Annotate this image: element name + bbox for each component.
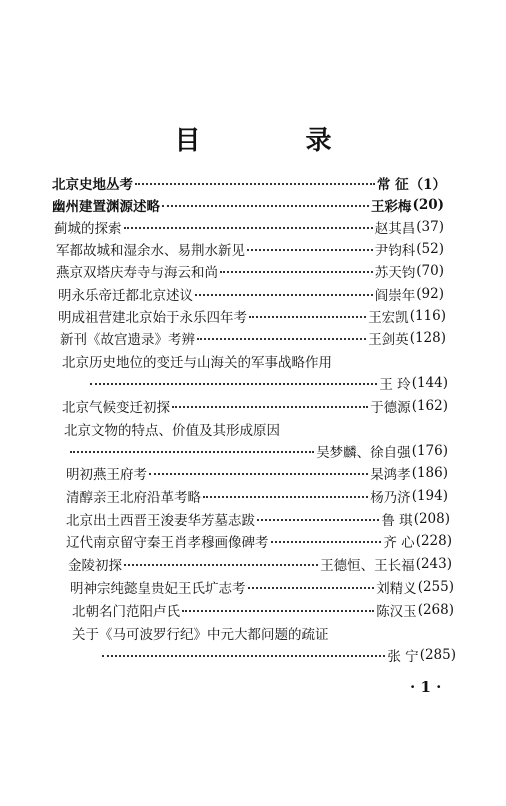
entry-page: （1） (409, 177, 446, 193)
entry-title: 北京出土西晋王浚妻华芳墓志跋 (66, 513, 255, 529)
entry-title: 北京历史地位的变迁与山海关的军事战略作用 (62, 355, 332, 371)
toc-entry[interactable] (66, 462, 448, 484)
leader-dots (197, 338, 366, 340)
entry-title: 明初燕王府考 (66, 467, 147, 483)
leader-dots (220, 271, 373, 273)
entry-author: 张 宁 (387, 649, 419, 665)
entry-author: 王彩梅 (370, 199, 412, 215)
leader-dots (172, 406, 368, 408)
page-title: 目 录 (174, 126, 380, 156)
entry-page: (52) (416, 241, 444, 257)
leader-dots (257, 519, 379, 521)
entry-page: (194) (411, 488, 448, 504)
toc-entry[interactable] (52, 172, 446, 194)
entry-title: 北京文物的特点、价值及其形成原因 (64, 423, 280, 439)
entry-author: 尹钧科 (374, 243, 416, 259)
toc-entry[interactable] (100, 644, 456, 666)
leader-dots (135, 183, 375, 185)
entry-title: 北朝名门范阳卢氏 (72, 604, 180, 620)
entry-page: (144) (411, 375, 448, 391)
toc-entry[interactable] (54, 216, 444, 238)
entry-page: (116) (409, 308, 446, 324)
entry-page: (162) (411, 398, 448, 414)
leader-dots (247, 249, 373, 251)
entry-author: 苏天钧 (374, 265, 416, 281)
entry-page: (268) (417, 602, 454, 618)
toc-entry[interactable] (70, 576, 454, 598)
toc-entry[interactable] (60, 327, 446, 349)
entry-author: 吴梦麟、徐自强 (316, 445, 411, 461)
entry-title: 明成祖营建北京始于永乐四年考 (58, 310, 247, 326)
toc-entry[interactable] (58, 305, 446, 327)
entry-title: 北京气候变迁初探 (62, 400, 170, 416)
entry-title: 军都故城和湿余水、易荆水新见 (56, 243, 245, 259)
toc-entry[interactable] (88, 372, 448, 394)
entry-title: 金陵初探 (68, 558, 122, 574)
entry-author: 于德源 (370, 400, 411, 416)
entry-page: (285) (419, 647, 456, 663)
entry-page: (243) (415, 556, 452, 572)
entry-author: 王宏凯 (368, 310, 409, 326)
page-number: · 1 · (410, 678, 442, 696)
entry-author: 王 玲 (379, 377, 411, 393)
entry-page: (186) (411, 465, 448, 481)
toc-entry[interactable] (72, 599, 454, 621)
entry-author: 陈汉玉 (376, 604, 417, 620)
entry-page: (255) (417, 579, 454, 595)
leader-dots (248, 587, 375, 589)
toc-entry[interactable] (52, 194, 444, 216)
entry-title: 蓟城的探索 (54, 221, 122, 237)
leader-dots (124, 564, 318, 566)
entry-author: 齐 心 (383, 535, 415, 551)
toc-entry[interactable] (66, 485, 448, 507)
entry-page: (228) (415, 533, 452, 549)
entry-page: (128) (409, 330, 446, 346)
entry-author: 阎崇年 (374, 288, 416, 304)
leader-dots (70, 451, 314, 453)
entry-page: (37) (416, 219, 444, 235)
toc-entry-title-line[interactable] (62, 350, 442, 372)
entry-title: 新刊《故宫遗录》考辨 (60, 332, 195, 348)
leader-dots (90, 383, 377, 385)
leader-dots (195, 294, 373, 296)
entry-author: 王德恒、王长福 (320, 558, 415, 574)
entry-author: 杨乃济 (370, 490, 411, 506)
entry-page: (92) (416, 286, 444, 302)
entry-author: 王剑英 (368, 332, 409, 348)
entry-author: 刘精义 (376, 581, 417, 597)
leader-dots (162, 205, 369, 207)
entry-title: 辽代南京留守秦王肖孝穆画像碑考 (66, 535, 269, 551)
entry-title: 关于《马可波罗行纪》中元大都问题的疏证 (72, 627, 329, 643)
leader-dots (249, 316, 366, 318)
toc-entry[interactable] (66, 508, 450, 530)
entry-title: 明神宗纯懿皇贵妃王氏圹志考 (70, 581, 246, 597)
entry-title: 明永乐帝迁都北京述议 (58, 288, 193, 304)
entry-title: 北京史地丛考 (52, 177, 133, 193)
leader-dots (102, 655, 385, 657)
entry-title: 清醇亲王北府沿革考略 (66, 490, 201, 506)
toc-entry-title-line[interactable] (72, 622, 452, 644)
toc-entry[interactable] (58, 283, 444, 305)
entry-title: 幽州建置渊源述略 (52, 199, 160, 215)
entry-title: 燕京双塔庆寿寺与海云和尚 (56, 265, 218, 281)
leader-dots (271, 541, 382, 543)
toc-entry[interactable] (68, 553, 452, 575)
leader-dots (149, 473, 368, 475)
toc-entry[interactable] (66, 530, 452, 552)
leader-dots (182, 610, 374, 612)
toc-entry[interactable] (56, 238, 444, 260)
leader-dots (124, 227, 373, 229)
entry-page: (70) (416, 263, 444, 279)
toc-entry-title-line[interactable] (64, 418, 444, 440)
entry-page: (176) (411, 443, 448, 459)
entry-author: 常 征 (376, 177, 409, 193)
entry-page: (20) (412, 197, 444, 213)
toc-entry[interactable] (62, 395, 448, 417)
entry-author: 鲁 琪 (381, 513, 413, 529)
entry-author: 赵其昌 (374, 221, 416, 237)
entry-page: (208) (413, 511, 450, 527)
leader-dots (203, 496, 368, 498)
entry-author: 杲鸿孝 (370, 467, 411, 483)
toc-entry[interactable] (56, 260, 444, 282)
toc-entry[interactable] (68, 440, 448, 462)
